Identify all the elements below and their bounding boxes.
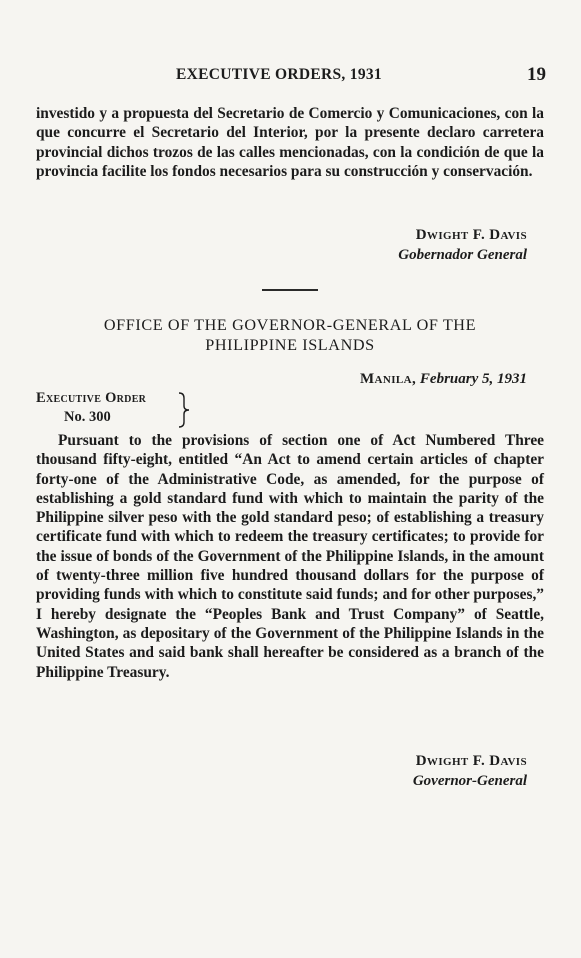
running-title: EXECUTIVE ORDERS, 1931: [176, 66, 382, 83]
order-title: Executive Order: [36, 390, 147, 406]
office-heading: [36, 315, 544, 355]
dateline-place: Manila,: [359, 371, 417, 387]
signature-name: Dwight F. Davis: [415, 753, 527, 769]
signature-name: Dwight F. Davis: [415, 227, 527, 243]
signature-title: Governor-General: [412, 773, 527, 789]
order-number: No. 300: [64, 409, 111, 425]
dateline: [360, 371, 527, 388]
section-divider: [262, 289, 318, 291]
running-head: [36, 64, 546, 88]
dateline-date: February 5, 1931: [419, 371, 527, 387]
office-heading-line-1: OFFICE OF THE GOVERNOR-GENERAL OF THE: [103, 316, 477, 334]
brace-icon: [177, 392, 191, 428]
signature-block-spanish: [398, 225, 527, 265]
order-label: [36, 389, 146, 427]
continued-paragraph: investido y a propuesta del Secretario de Comercio y Comunicaciones, con la que concurre el Secretario del Interior, por la presente declaro carretera provincial dichos trozos de las calles mencionadas, con la condición de que la provincia facilite los fondos necesarios para su construcción y conservación.: [36, 105, 544, 180]
order-body-paragraph: Pursuant to the provisions of section one of Act Numbered Three thousand fifty-eight, entitled “An Act to amend certain articles of chapter forty-one of the Administrative Code, as amended, for the purpose of establishing a gold standard fund with which to maintain the parity of the Philippine silver peso with the gold standard peso; of establishing a treasury certificate fund with which to redeem the treasury certificates; to provide for the issue of bonds of the Government of the Philippine Islands, in the amount of twenty-three million five hundred thousand dollars for the purpose of providing funds with which to constitute said funds; and for other purposes,” I hereby designate the “Peoples Bank and Trust Company” of Seattle, Washington, as depositary of the Government of the Philippine Islands in the United States and said bank shall hereafter be considered as a branch of the Philippine Treasury.: [36, 432, 544, 681]
office-heading-line-2: PHILIPPINE ISLANDS: [205, 336, 375, 354]
signature-block-english: [413, 751, 527, 791]
signature-title: Gobernador General: [398, 247, 527, 263]
page-number: 19: [527, 64, 546, 85]
